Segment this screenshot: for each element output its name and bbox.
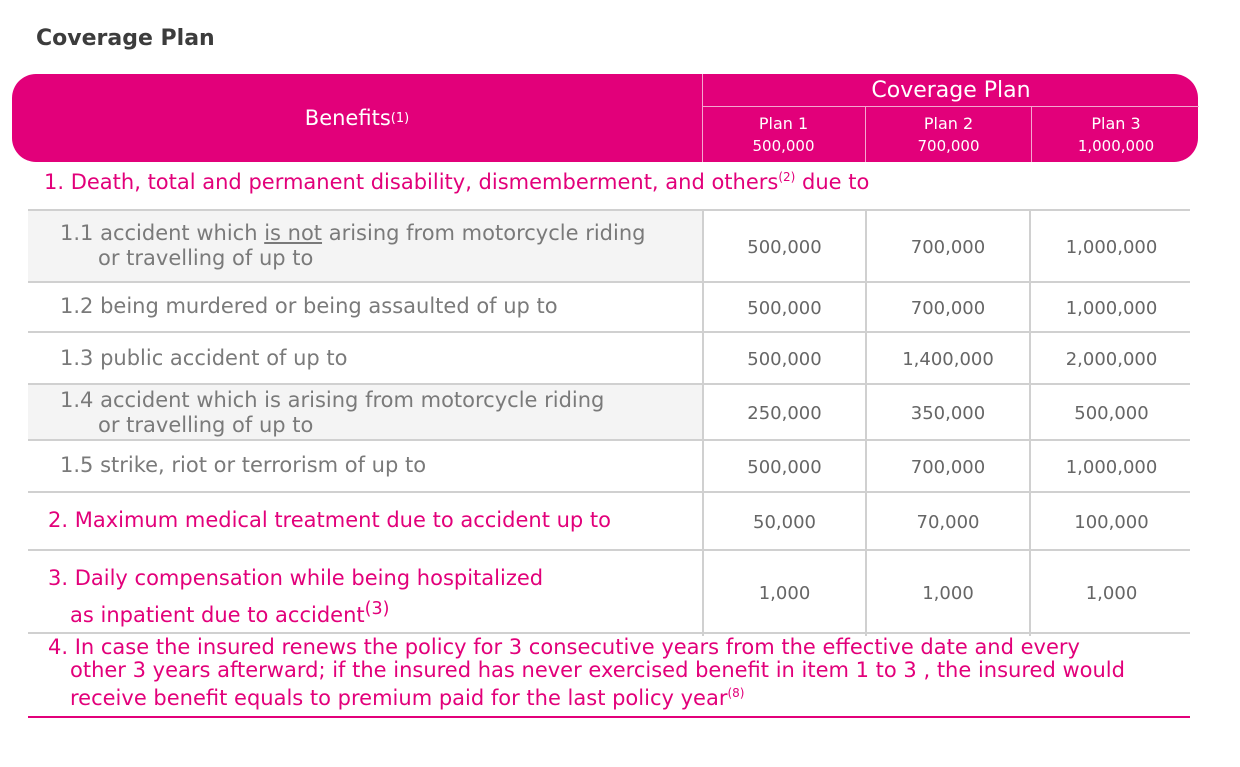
table-row xyxy=(28,331,1190,385)
note-line: other 3 years afterward; if the insured has never exercised benefit in item 1 to 3 , the insured would xyxy=(70,658,1125,682)
table-row xyxy=(28,281,1190,333)
plan-2-value: 70,000 xyxy=(865,493,1029,551)
note-line: receive benefit equals to premium paid for the last policy year xyxy=(70,686,728,710)
plan-name: Plan 2 xyxy=(923,113,974,133)
plan-name: Plan 1 xyxy=(758,113,809,133)
row-label xyxy=(28,385,702,441)
label-text: as inpatient due to accident xyxy=(70,603,365,627)
plan-1-value: 500,000 xyxy=(702,283,865,333)
row-label xyxy=(28,441,702,493)
note-4 xyxy=(48,636,1188,710)
plan-3-value: 100,000 xyxy=(1029,493,1192,551)
plan-amount: 500,000 xyxy=(752,136,815,155)
label-text: 2. Maximum medical treatment due to accident up to xyxy=(48,508,612,532)
plan-3-value: 1,000 xyxy=(1029,551,1192,636)
row-label xyxy=(28,493,702,551)
coverage-plan-header xyxy=(702,74,1199,162)
note-line: 4. In case the insured renews the policy for 3 consecutive years from the effective date and every xyxy=(48,635,1080,659)
plan-2-header xyxy=(865,107,1031,162)
benefits-footnote: (1) xyxy=(390,110,410,126)
plan-2-value: 1,000 xyxy=(865,551,1029,636)
plan-2-value: 1,400,000 xyxy=(865,333,1029,385)
benefits-table xyxy=(28,209,1190,634)
plan-2-value: 700,000 xyxy=(865,211,1029,283)
table-row xyxy=(28,549,1190,636)
label-text: or travelling of up to xyxy=(98,246,314,270)
table-row xyxy=(28,209,1190,283)
plan-name: Plan 3 xyxy=(1091,113,1141,133)
section-1-text-end: due to xyxy=(795,170,870,194)
table-bottom-rule xyxy=(28,632,1190,634)
plan-3-value: 1,000,000 xyxy=(1029,283,1192,333)
label-text: 1.3 public accident of up to xyxy=(60,346,348,370)
table-row xyxy=(28,491,1190,551)
plan-3-value: 2,000,000 xyxy=(1029,333,1192,385)
section-1-footnote: (2) xyxy=(778,170,796,184)
plan-1-value: 1,000 xyxy=(702,551,865,636)
label-text: 3. Daily compensation while being hospitalized xyxy=(48,566,544,590)
note-footnote: (8) xyxy=(727,686,745,700)
plan-amount: 1,000,000 xyxy=(1077,136,1155,155)
benefits-header xyxy=(12,74,702,162)
plan-1-value: 500,000 xyxy=(702,211,865,283)
row-label xyxy=(28,551,702,636)
plan-1-value: 50,000 xyxy=(702,493,865,551)
label-text: 1.2 being murdered or being assaulted of up to xyxy=(60,294,558,318)
plan-2-value: 350,000 xyxy=(865,385,1029,441)
plan-1-value: 500,000 xyxy=(702,441,865,493)
plan-1-value: 500,000 xyxy=(702,333,865,385)
coverage-plan-label: Coverage Plan xyxy=(703,74,1199,107)
table-row xyxy=(28,383,1190,441)
label-text: or travelling of up to xyxy=(98,413,314,437)
section-1-heading xyxy=(44,170,869,194)
label-text: 1.5 strike, riot or terrorism of up to xyxy=(60,453,427,477)
label-text: arising from motorcycle riding xyxy=(322,221,646,245)
label-emphasis: is not xyxy=(264,221,323,245)
plan-1-header xyxy=(703,107,864,162)
plan-3-value: 500,000 xyxy=(1029,385,1192,441)
table-header xyxy=(12,74,1198,162)
plan-2-value: 700,000 xyxy=(865,283,1029,333)
page-title: Coverage Plan xyxy=(36,26,215,51)
label-text: 1.4 accident which is arising from motorcycle riding xyxy=(60,388,605,412)
plan-1-value: 250,000 xyxy=(702,385,865,441)
row-label xyxy=(28,211,702,283)
plan-amount: 700,000 xyxy=(917,136,980,155)
label-text: 1.1 accident which xyxy=(60,221,265,245)
plan-3-value: 1,000,000 xyxy=(1029,211,1192,283)
final-rule xyxy=(28,716,1190,718)
table-row xyxy=(28,439,1190,493)
row-footnote: (3) xyxy=(364,599,390,619)
benefits-label: Benefits xyxy=(304,106,391,130)
row-label xyxy=(28,283,702,333)
section-1-text: 1. Death, total and permanent disability, dismemberment, and others xyxy=(44,170,779,194)
row-label xyxy=(28,333,702,385)
plan-3-header xyxy=(1031,107,1200,162)
plan-2-value: 700,000 xyxy=(865,441,1029,493)
plan-3-value: 1,000,000 xyxy=(1029,441,1192,493)
